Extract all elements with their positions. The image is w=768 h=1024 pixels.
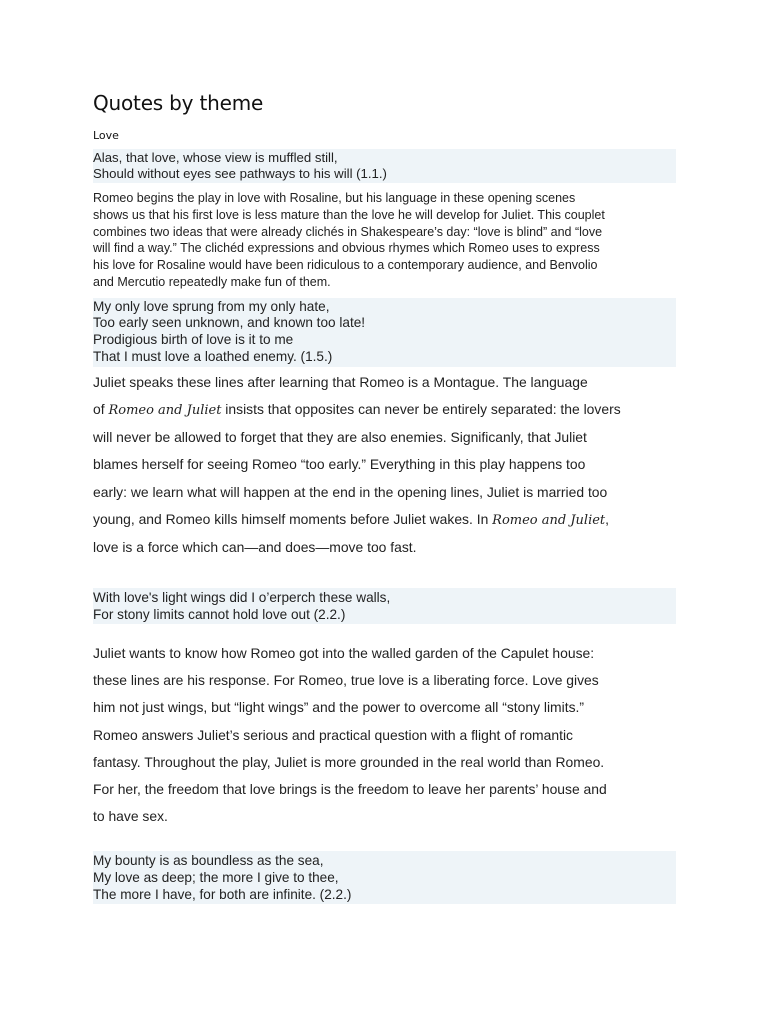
quote-line: That I must love a loathed enemy. (1.5.) [93,348,333,364]
paragraph-line: combines two ideas that were already clichés in Shakespeare’s day: “love is blind” and “love [93,224,603,239]
paragraph-line: will find a way.” The clichéd expressions and obvious rhymes which Romeo uses to express [93,241,600,256]
quote-block-3 [93,588,676,624]
paragraph-line: his love for Rosaline would have been ridiculous to a contemporary audience, and Benvolio [93,258,598,273]
paragraph-line: him not just wings, but “light wings” and the power to overcome all “stony limits.” [93,699,585,716]
commentary-paragraph-3 [93,640,676,831]
paragraph-line: Juliet speaks these lines after learning that Romeo is a Montague. The language [93,373,588,390]
document-page [93,88,676,904]
paragraph-line: shows us that his first love is less mature than the love he will develop for Juliet. This couplet [93,207,605,222]
quote-line: The more I have, for both are infinite. (2.2.) [93,886,352,902]
text-fragment: , [605,511,610,528]
play-title: Romeo and Juliet [492,513,606,529]
quote-line: My only love sprung from my only hate, [93,298,330,314]
quote-block-1 [93,149,676,183]
commentary-paragraph-2 [93,369,676,562]
quote-line: Should without eyes see pathways to his will (1.1.) [93,166,387,181]
quote-line: Alas, that love, whose view is muffled still, [93,150,338,165]
quote-line: My love as deep; the more I give to thee, [93,869,339,885]
paragraph-line [93,506,676,534]
paragraph-line: early: we learn what will happen at the end in the opening lines, Juliet is married too [93,483,608,500]
quote-line: For stony limits cannot hold love out (2.2.) [93,606,346,622]
paragraph-line: love is a force which can—and does—move too fast. [93,539,417,556]
quote-line: Prodigious birth of love is it to me [93,332,294,348]
page-title: Quotes by theme [93,91,264,115]
text-fragment: of [93,400,109,417]
paragraph-line: Romeo answers Juliet’s serious and practical question with a flight of romantic [93,726,573,743]
paragraph-line: Juliet wants to know how Romeo got into the walled garden of the Capulet house: [93,644,595,661]
commentary-paragraph-1 [93,190,676,291]
paragraph-line: these lines are his response. For Romeo, true love is a liberating force. Love gives [93,671,599,688]
play-title: Romeo and Juliet [108,402,222,418]
quote-line: My bounty is as boundless as the sea, [93,852,324,868]
paragraph-line: Romeo begins the play in love with Rosaline, but his language in these opening scenes [93,191,576,205]
paragraph-line: blames herself for seeing Romeo “too early.” Everything in this play happens too [93,456,586,473]
section-heading-love: Love [93,129,119,142]
paragraph-line: and Mercutio repeatedly make fun of them. [93,274,331,289]
quote-block-4 [93,851,676,904]
text-fragment: insists that opposites can never be entirely separated: the lovers [221,400,621,417]
paragraph-line: will never be allowed to forget that they are also enemies. Significanly, that Juliet [93,429,587,446]
paragraph-line [93,396,676,424]
paragraph-line: to have sex. [93,808,168,825]
paragraph-line: For her, the freedom that love brings is the freedom to leave her parents’ house and [93,781,607,798]
quote-line: Too early seen unknown, and known too late! [93,315,366,331]
quote-block-2 [93,298,676,367]
text-fragment: young, and Romeo kills himself moments before Juliet wakes. In [93,511,493,528]
paragraph-line: fantasy. Throughout the play, Juliet is more grounded in the real world than Romeo. [93,753,605,770]
quote-line: With love's light wings did I o’erperch these walls, [93,589,391,605]
